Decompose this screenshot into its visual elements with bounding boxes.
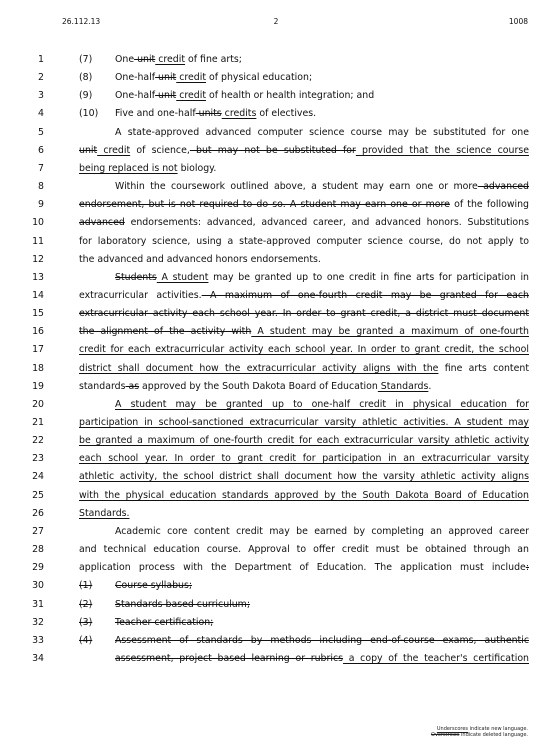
line-number: 18 — [32, 362, 44, 374]
bill-line — [0, 469, 552, 487]
inserted-text: district shall document how the extracurricular activity aligns with the — [79, 362, 439, 374]
line-text — [79, 435, 529, 446]
text-segment: biology. — [177, 162, 217, 174]
text-segment: Five and one-half — [115, 108, 196, 120]
legend-overstrikes: Overstrikes — [431, 732, 460, 738]
subsection-number: (9) — [79, 90, 93, 102]
line-number: 1 — [38, 54, 44, 65]
deleted-text: extracurricular activity each school year. In order to grant credit, a district must document — [79, 308, 529, 320]
bill-line — [0, 215, 552, 233]
bill-line — [0, 197, 552, 215]
line-number: 25 — [32, 489, 44, 501]
text-segment: extracurricular activities. — [79, 289, 202, 301]
line-number: 10 — [32, 217, 44, 229]
line-number: 9 — [38, 199, 44, 211]
bill-line — [0, 143, 552, 161]
line-number: 27 — [32, 525, 44, 537]
deleted-text: units — [195, 108, 222, 120]
deleted-text: Teacher certification; — [115, 616, 214, 628]
line-text — [79, 326, 529, 337]
text-segment: Within the coursework outlined above, a student may earn one or more — [115, 181, 478, 193]
legend-deleted-text: indicate deleted language. — [459, 732, 528, 738]
bill-line — [0, 252, 552, 270]
bill-line — [0, 379, 552, 397]
subsection-number: (4) — [79, 634, 93, 646]
text-segment: of physical education; — [206, 72, 313, 84]
deleted-text: : — [525, 562, 529, 574]
line-text — [79, 127, 529, 138]
inserted-text: credit — [97, 144, 131, 156]
line-text — [79, 236, 529, 247]
inserted-text: credit — [176, 72, 207, 84]
bill-line — [0, 397, 552, 415]
bill-line — [0, 324, 552, 342]
line-text — [79, 399, 529, 410]
subsection-number: (10) — [79, 108, 99, 120]
inserted-text: a copy of the teacher's certification — [343, 652, 530, 664]
line-text — [79, 544, 529, 555]
line-text — [115, 653, 529, 664]
bill-line — [0, 125, 552, 143]
header-page-number: 2 — [273, 17, 279, 26]
bill-line — [0, 306, 552, 324]
inserted-text: athletic activity, the school district shall document how the varsity athletic activity aligns — [79, 471, 529, 483]
line-number: 26 — [32, 507, 44, 519]
inserted-text: credits — [221, 108, 257, 120]
deleted-text: advanced — [477, 181, 529, 193]
bill-line — [0, 542, 552, 560]
bill-line — [0, 179, 552, 197]
line-number: 13 — [32, 271, 44, 283]
line-text — [79, 290, 529, 301]
line-number: 20 — [32, 398, 44, 410]
inserted-text: each school year. In order to grant credit for participation in an extracurricular varsity — [79, 453, 529, 465]
text-segment: One-half — [115, 90, 156, 102]
inserted-text: Standards — [377, 380, 429, 392]
line-number: 8 — [38, 181, 44, 193]
deleted-text: unit — [155, 90, 177, 102]
line-text — [79, 217, 529, 228]
bill-line — [0, 415, 552, 433]
line-number: 12 — [32, 253, 44, 265]
line-number: 4 — [38, 108, 44, 120]
inserted-text: be granted a maximum of one-fourth credit for each extracurricular varsity athletic activity — [79, 435, 529, 447]
line-number: 28 — [32, 544, 44, 556]
line-text — [79, 471, 529, 482]
bill-line — [0, 488, 552, 506]
line-text — [79, 181, 529, 192]
text-segment: standards — [79, 380, 126, 392]
line-number: 23 — [32, 453, 44, 465]
line-number: 34 — [32, 652, 44, 664]
bill-line — [0, 88, 552, 106]
line-text — [79, 363, 529, 374]
deleted-text: Students — [115, 271, 157, 283]
deleted-text: but may not be substituted for — [189, 144, 356, 156]
bill-line — [0, 651, 552, 669]
inserted-text: credit for each extracurricular activity each school year. In order to grant credit, the school — [79, 344, 529, 356]
bill-line — [0, 506, 552, 524]
line-number: 30 — [32, 580, 44, 592]
line-number: 14 — [32, 289, 44, 301]
bill-line — [0, 615, 552, 633]
text-segment: approved by the South Dakota Board of Education — [139, 380, 378, 392]
bill-line — [0, 524, 552, 542]
header-bill-number: 1008 — [508, 17, 528, 26]
bill-line — [0, 451, 552, 469]
line-text — [79, 453, 529, 464]
text-segment: of the following — [449, 199, 529, 211]
deleted-text: Assessment of standards by methods including end-of-course exams, authentic — [115, 634, 529, 646]
line-number: 32 — [32, 616, 44, 628]
bill-line — [0, 234, 552, 252]
text-segment: fine arts content — [438, 362, 529, 374]
inserted-text: participation in school-sanctioned extracurricular varsity athletic activities. A student may — [79, 417, 529, 428]
text-segment: the advanced and advanced honors endorsements. — [79, 253, 321, 265]
text-segment: for laboratory science, using a state-approved computer science course, do not apply to — [79, 235, 529, 247]
text-segment: may be granted up to one credit in fine arts for participation in — [208, 271, 529, 283]
inserted-text: with the physical education standards approved by the South Dakota Board of Education — [79, 489, 529, 501]
inserted-text: A student — [156, 271, 209, 283]
bill-line — [0, 578, 552, 596]
line-number: 29 — [32, 562, 44, 574]
line-text — [115, 72, 312, 83]
text-segment: and technical education course. Approval to offer credit must be obtained through an — [79, 544, 529, 556]
line-text — [115, 54, 242, 65]
deleted-text: unit — [79, 144, 98, 156]
line-text — [79, 163, 529, 174]
line-number: 15 — [32, 308, 44, 320]
line-number: 6 — [38, 144, 44, 156]
inserted-text: Standards. — [79, 507, 130, 519]
text-segment: of electives. — [256, 108, 317, 120]
subsection-number: (1) — [79, 580, 93, 592]
bill-line — [0, 560, 552, 578]
line-text — [79, 199, 529, 210]
text-segment: Academic core content credit may be earned by completing an approved career — [115, 525, 529, 537]
line-text — [79, 308, 529, 319]
bill-line — [0, 270, 552, 288]
deleted-text: advanced — [79, 217, 125, 229]
bill-line — [0, 161, 552, 179]
subsection-number: (8) — [79, 72, 93, 84]
line-number: 11 — [32, 235, 44, 247]
text-segment: endorsements: advanced, advanced career, and advanced honors. Substitutions — [124, 217, 529, 229]
line-number: 3 — [38, 90, 44, 102]
line-text — [79, 381, 529, 392]
line-text — [79, 254, 529, 265]
line-text — [79, 145, 529, 156]
subsection-number: (3) — [79, 616, 93, 628]
subsection-number: (7) — [79, 54, 93, 65]
line-text — [79, 562, 529, 573]
line-text — [79, 526, 529, 537]
line-text — [115, 90, 374, 101]
deleted-text: Course syllabus; — [115, 580, 193, 592]
bill-line — [0, 106, 552, 124]
line-text — [115, 599, 250, 610]
text-segment: of fine arts; — [185, 54, 242, 65]
inserted-text: provided that the science course — [355, 144, 529, 156]
deleted-text: as — [125, 380, 140, 392]
line-text — [115, 580, 192, 591]
line-text — [79, 272, 529, 283]
legend-deleted-language — [431, 732, 528, 738]
line-text — [115, 617, 213, 628]
bill-line — [0, 288, 552, 306]
deleted-text: unit — [155, 72, 177, 84]
line-text — [79, 344, 529, 355]
line-number: 21 — [32, 417, 44, 428]
header-doc-ref: 26.112.13 — [62, 17, 101, 26]
line-number: 24 — [32, 471, 44, 483]
line-text — [79, 417, 529, 428]
bill-line — [0, 70, 552, 88]
legend-new-text: indicate new language. — [468, 726, 528, 732]
text-segment: of health or health integration; and — [206, 90, 375, 102]
text-segment: of science, — [130, 144, 190, 156]
text-segment: . — [428, 380, 432, 392]
line-text — [115, 635, 529, 646]
line-number: 33 — [32, 634, 44, 646]
line-text — [115, 108, 316, 119]
line-number: 2 — [38, 72, 44, 84]
inserted-text: credit — [176, 90, 207, 102]
bill-line — [0, 433, 552, 451]
bill-line — [0, 52, 552, 70]
line-number: 7 — [38, 162, 44, 174]
inserted-text: credit — [155, 54, 186, 65]
bill-line — [0, 361, 552, 379]
text-segment: A state-approved advanced computer science course may be substituted for one — [115, 126, 529, 138]
bill-line — [0, 633, 552, 651]
line-number: 16 — [32, 326, 44, 338]
bill-line — [0, 597, 552, 615]
deleted-text: endorsement, but is not required to do so. A student may earn one or more — [79, 199, 450, 211]
line-number: 22 — [32, 435, 44, 447]
inserted-text: A student may be granted up to one-half credit in physical education for — [115, 398, 529, 410]
line-number: 17 — [32, 344, 44, 356]
text-segment: One-half — [115, 72, 156, 84]
deleted-text: the alignment of the activity with — [79, 326, 252, 338]
text-segment: One — [115, 54, 135, 65]
text-segment: application process with the Department of Education. The application must include — [79, 562, 526, 574]
line-number: 19 — [32, 380, 44, 392]
line-text — [79, 508, 529, 519]
inserted-text: A student may be granted a maximum of one-fourth — [251, 326, 529, 338]
subsection-number: (2) — [79, 598, 93, 610]
bill-line — [0, 342, 552, 360]
legend-underscores: Underscores — [436, 726, 469, 732]
line-text — [79, 490, 529, 501]
line-number: 31 — [32, 598, 44, 610]
line-number: 5 — [38, 126, 44, 138]
deleted-text: Standards based curriculum; — [115, 598, 250, 610]
deleted-text: assessment, project based learning or rubrics — [115, 652, 344, 664]
deleted-text: A maximum of one-fourth credit may be granted for each — [201, 289, 529, 301]
inserted-text: being replaced is not — [79, 162, 178, 174]
deleted-text: unit — [134, 54, 156, 65]
